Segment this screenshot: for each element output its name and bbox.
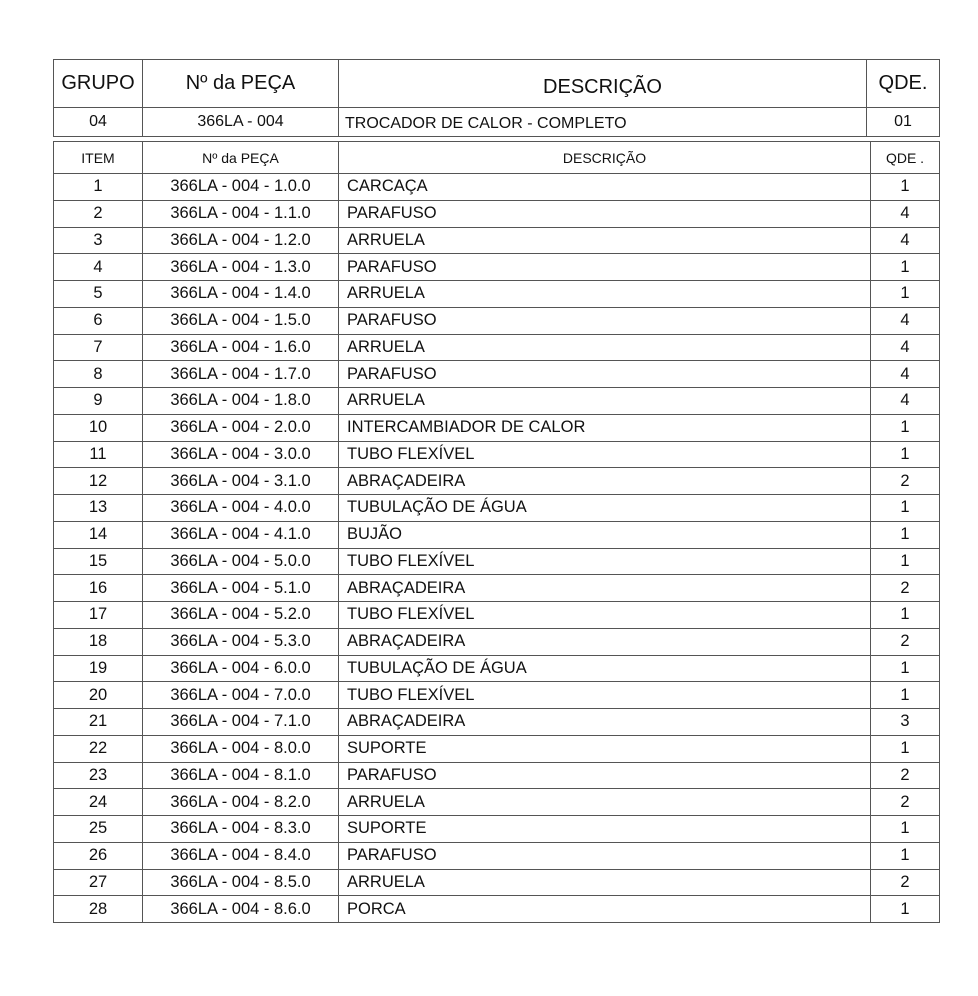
- quantity-cell: 2: [871, 762, 940, 789]
- part-no-cell: 366LA - 004 - 5.0.0: [143, 548, 339, 575]
- description-cell: TUBULAÇÃO DE ÁGUA: [339, 655, 871, 682]
- group-header-row: [54, 60, 940, 108]
- part-no-cell: 366LA - 004 - 8.3.0: [143, 816, 339, 843]
- table-row: [54, 414, 940, 441]
- quantity-cell: 1: [871, 174, 940, 201]
- part-no-cell: 366LA - 004 - 4.1.0: [143, 521, 339, 548]
- table-row: [54, 842, 940, 869]
- description-cell: SUPORTE: [339, 816, 871, 843]
- table-row: [54, 254, 940, 281]
- item-cell: 16: [54, 575, 143, 602]
- description-cell: ARRUELA: [339, 869, 871, 896]
- item-cell: 26: [54, 842, 143, 869]
- group-value-grupo: 04: [54, 108, 143, 137]
- table-row: [54, 628, 940, 655]
- part-no-cell: 366LA - 004 - 6.0.0: [143, 655, 339, 682]
- item-cell: 25: [54, 816, 143, 843]
- table-row: [54, 200, 940, 227]
- part-no-cell: 366LA - 004 - 7.0.0: [143, 682, 339, 709]
- table-row: [54, 334, 940, 361]
- description-cell: PARAFUSO: [339, 307, 871, 334]
- item-cell: 5: [54, 281, 143, 308]
- quantity-cell: 1: [871, 495, 940, 522]
- item-cell: 18: [54, 628, 143, 655]
- table-row: [54, 575, 940, 602]
- item-cell: 2: [54, 200, 143, 227]
- table-row: [54, 521, 940, 548]
- item-cell: 24: [54, 789, 143, 816]
- description-cell: TUBO FLEXÍVEL: [339, 441, 871, 468]
- item-cell: 8: [54, 361, 143, 388]
- quantity-cell: 2: [871, 869, 940, 896]
- quantity-cell: 2: [871, 575, 940, 602]
- quantity-cell: 1: [871, 602, 940, 629]
- part-no-cell: 366LA - 004 - 1.0.0: [143, 174, 339, 201]
- description-cell: TUBULAÇÃO DE ÁGUA: [339, 495, 871, 522]
- item-cell: 21: [54, 709, 143, 736]
- item-cell: 12: [54, 468, 143, 495]
- part-no-cell: 366LA - 004 - 5.2.0: [143, 602, 339, 629]
- parts-header-item: ITEM: [54, 142, 143, 174]
- parts-header-part-no: Nº da PEÇA: [143, 142, 339, 174]
- part-no-cell: 366LA - 004 - 8.0.0: [143, 735, 339, 762]
- table-row: [54, 762, 940, 789]
- group-value-row: [54, 108, 940, 137]
- part-no-cell: 366LA - 004 - 8.4.0: [143, 842, 339, 869]
- group-table: [53, 59, 940, 137]
- table-row: [54, 227, 940, 254]
- item-cell: 19: [54, 655, 143, 682]
- description-cell: ABRAÇADEIRA: [339, 709, 871, 736]
- part-no-cell: 366LA - 004 - 1.5.0: [143, 307, 339, 334]
- description-cell: BUJÃO: [339, 521, 871, 548]
- description-cell: TUBO FLEXÍVEL: [339, 548, 871, 575]
- description-cell: ARRUELA: [339, 227, 871, 254]
- table-row: [54, 281, 940, 308]
- parts-header-descricao: DESCRIÇÃO: [339, 142, 871, 174]
- part-no-cell: 366LA - 004 - 8.1.0: [143, 762, 339, 789]
- quantity-cell: 1: [871, 735, 940, 762]
- table-row: [54, 361, 940, 388]
- item-cell: 3: [54, 227, 143, 254]
- quantity-cell: 4: [871, 307, 940, 334]
- quantity-cell: 1: [871, 682, 940, 709]
- item-cell: 22: [54, 735, 143, 762]
- quantity-cell: 1: [871, 254, 940, 281]
- part-no-cell: 366LA - 004 - 2.0.0: [143, 414, 339, 441]
- table-row: [54, 602, 940, 629]
- item-cell: 13: [54, 495, 143, 522]
- quantity-cell: 4: [871, 200, 940, 227]
- part-no-cell: 366LA - 004 - 1.6.0: [143, 334, 339, 361]
- table-row: [54, 869, 940, 896]
- description-cell: SUPORTE: [339, 735, 871, 762]
- description-cell: PARAFUSO: [339, 254, 871, 281]
- quantity-cell: 4: [871, 361, 940, 388]
- table-row: [54, 174, 940, 201]
- item-cell: 6: [54, 307, 143, 334]
- part-no-cell: 366LA - 004 - 5.1.0: [143, 575, 339, 602]
- quantity-cell: 4: [871, 388, 940, 415]
- description-cell: PORCA: [339, 896, 871, 923]
- part-no-cell: 366LA - 004 - 8.2.0: [143, 789, 339, 816]
- description-cell: PARAFUSO: [339, 361, 871, 388]
- quantity-cell: 4: [871, 334, 940, 361]
- quantity-cell: 2: [871, 628, 940, 655]
- quantity-cell: 2: [871, 468, 940, 495]
- table-row: [54, 468, 940, 495]
- table-row: [54, 709, 940, 736]
- item-cell: 17: [54, 602, 143, 629]
- description-cell: PARAFUSO: [339, 842, 871, 869]
- description-cell: CARCAÇA: [339, 174, 871, 201]
- quantity-cell: 1: [871, 896, 940, 923]
- part-no-cell: 366LA - 004 - 8.6.0: [143, 896, 339, 923]
- description-cell: TUBO FLEXÍVEL: [339, 682, 871, 709]
- table-row: [54, 896, 940, 923]
- parts-header-row: [54, 142, 940, 174]
- table-row: [54, 816, 940, 843]
- part-no-cell: 366LA - 004 - 1.3.0: [143, 254, 339, 281]
- group-value-descricao: TROCADOR DE CALOR - COMPLETO: [339, 108, 867, 137]
- item-cell: 20: [54, 682, 143, 709]
- group-header-grupo: GRUPO: [54, 60, 143, 108]
- item-cell: 4: [54, 254, 143, 281]
- description-cell: ARRUELA: [339, 789, 871, 816]
- item-cell: 10: [54, 414, 143, 441]
- part-no-cell: 366LA - 004 - 3.1.0: [143, 468, 339, 495]
- table-row: [54, 441, 940, 468]
- part-no-cell: 366LA - 004 - 7.1.0: [143, 709, 339, 736]
- parts-table: [53, 141, 940, 923]
- table-row: [54, 388, 940, 415]
- parts-table-body: [54, 142, 940, 923]
- item-cell: 27: [54, 869, 143, 896]
- quantity-cell: 1: [871, 441, 940, 468]
- description-cell: ARRUELA: [339, 388, 871, 415]
- quantity-cell: 3: [871, 709, 940, 736]
- item-cell: 11: [54, 441, 143, 468]
- item-cell: 15: [54, 548, 143, 575]
- quantity-cell: 1: [871, 521, 940, 548]
- item-cell: 1: [54, 174, 143, 201]
- item-cell: 28: [54, 896, 143, 923]
- table-row: [54, 307, 940, 334]
- part-no-cell: 366LA - 004 - 5.3.0: [143, 628, 339, 655]
- item-cell: 23: [54, 762, 143, 789]
- table-row: [54, 682, 940, 709]
- description-cell: ARRUELA: [339, 281, 871, 308]
- part-no-cell: 366LA - 004 - 1.8.0: [143, 388, 339, 415]
- part-no-cell: 366LA - 004 - 1.7.0: [143, 361, 339, 388]
- part-no-cell: 366LA - 004 - 1.1.0: [143, 200, 339, 227]
- table-row: [54, 548, 940, 575]
- description-cell: TUBO FLEXÍVEL: [339, 602, 871, 629]
- quantity-cell: 1: [871, 281, 940, 308]
- quantity-cell: 1: [871, 414, 940, 441]
- part-no-cell: 366LA - 004 - 3.0.0: [143, 441, 339, 468]
- quantity-cell: 2: [871, 789, 940, 816]
- table-row: [54, 495, 940, 522]
- quantity-cell: 1: [871, 548, 940, 575]
- group-header-part-no: Nº da PEÇA: [143, 60, 339, 108]
- quantity-cell: 1: [871, 655, 940, 682]
- group-header-descricao: DESCRIÇÃO: [339, 60, 867, 108]
- group-value-part-no: 366LA - 004: [143, 108, 339, 137]
- part-no-cell: 366LA - 004 - 1.4.0: [143, 281, 339, 308]
- group-header-qde: QDE.: [867, 60, 940, 108]
- description-cell: ABRAÇADEIRA: [339, 575, 871, 602]
- item-cell: 14: [54, 521, 143, 548]
- part-no-cell: 366LA - 004 - 4.0.0: [143, 495, 339, 522]
- table-row: [54, 735, 940, 762]
- group-value-qde: 01: [867, 108, 940, 137]
- description-cell: ABRAÇADEIRA: [339, 468, 871, 495]
- part-no-cell: 366LA - 004 - 8.5.0: [143, 869, 339, 896]
- description-cell: PARAFUSO: [339, 200, 871, 227]
- description-cell: PARAFUSO: [339, 762, 871, 789]
- quantity-cell: 4: [871, 227, 940, 254]
- quantity-cell: 1: [871, 842, 940, 869]
- table-row: [54, 789, 940, 816]
- table-row: [54, 655, 940, 682]
- quantity-cell: 1: [871, 816, 940, 843]
- parts-header-qde: QDE .: [871, 142, 940, 174]
- description-cell: ARRUELA: [339, 334, 871, 361]
- item-cell: 7: [54, 334, 143, 361]
- description-cell: INTERCAMBIADOR DE CALOR: [339, 414, 871, 441]
- description-cell: ABRAÇADEIRA: [339, 628, 871, 655]
- item-cell: 9: [54, 388, 143, 415]
- part-no-cell: 366LA - 004 - 1.2.0: [143, 227, 339, 254]
